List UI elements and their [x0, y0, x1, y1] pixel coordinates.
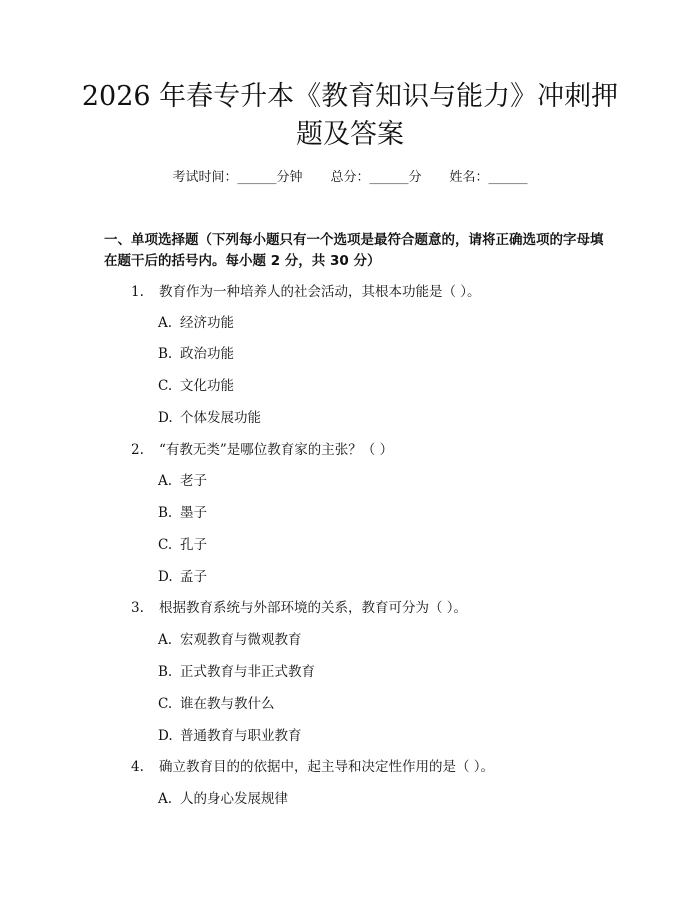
question-number: 3. [131, 600, 144, 616]
question-text: 教育作为一种培养人的社会活动，其根本功能是（ ）。 [159, 284, 481, 300]
question-1-option-a: A. 经济功能 [158, 315, 234, 331]
question-text: “有教无类”是哪位教育家的主张？（ ） [159, 442, 394, 458]
question-4 [131, 758, 494, 776]
question-1-option-b: B. 政治功能 [158, 346, 234, 362]
question-2-option-d: D. 孟子 [158, 569, 207, 585]
exam-name: 姓名：______ [449, 170, 528, 185]
question-1 [131, 283, 481, 301]
title-line-2: 题及答案 [296, 119, 404, 150]
question-number: 4. [131, 759, 144, 775]
question-1-option-c: C. 文化功能 [158, 378, 234, 394]
exam-total-score: 总分：______分 [330, 170, 422, 185]
question-text: 确立教育目的的依据中，起主导和决定性作用的是（ ）。 [159, 759, 495, 775]
question-3-option-a: A. 宏观教育与微观教育 [158, 632, 302, 648]
title-line-1: 2026 年春专升本《教育知识与能力》冲刺押 [81, 81, 619, 112]
question-1-option-d: D. 个体发展功能 [158, 410, 261, 426]
question-2-option-b: B. 墨子 [158, 505, 207, 521]
exam-time: 考试时间：______分钟 [172, 170, 303, 185]
question-2 [131, 441, 393, 459]
question-2-option-a: A. 老子 [158, 473, 207, 489]
question-3-option-b: B. 正式教育与非正式教育 [158, 664, 315, 680]
question-3-option-d: D. 普通教育与职业教育 [158, 728, 302, 744]
question-3-option-c: C. 谁在教与教什么 [158, 696, 275, 712]
question-number: 1. [131, 284, 144, 300]
question-text: 根据教育系统与外部环境的关系，教育可分为（ ）。 [159, 600, 468, 616]
question-number: 2. [131, 442, 144, 458]
exam-meta [0, 169, 700, 187]
document-title [70, 78, 630, 154]
question-2-option-c: C. 孔子 [158, 537, 207, 553]
section-heading: 一、单项选择题（下列每小题只有一个选项是最符合题意的，请将正确选项的字母填在题干后的括号内。每小题 2 分，共 30 分） [104, 232, 604, 269]
question-3 [131, 599, 467, 617]
question-4-option-a: A. 人的身心发展规律 [158, 791, 288, 807]
